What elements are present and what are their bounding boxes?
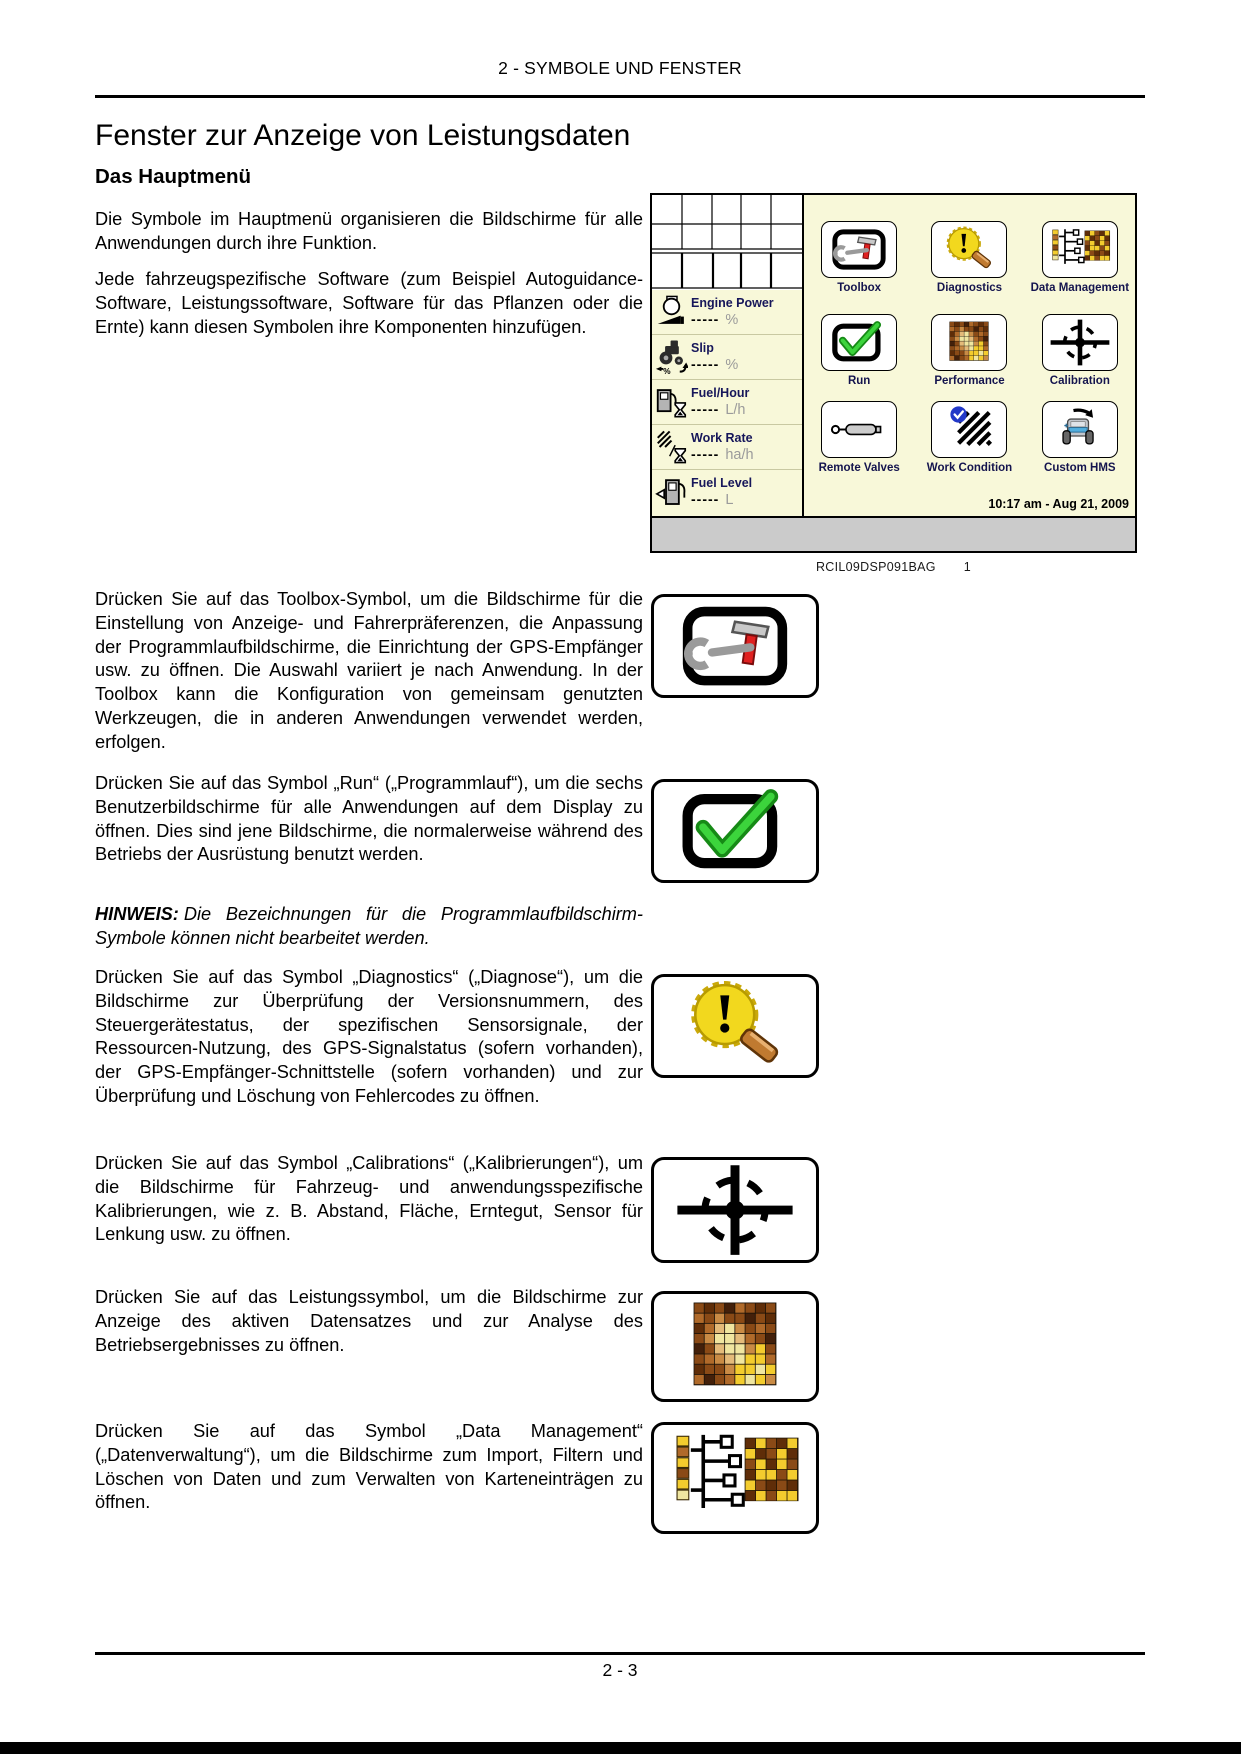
toolbox-icon	[671, 600, 799, 692]
paragraph-run: Drücken Sie auf das Symbol „Run“ („Programmlauf“), um die sechs Benutzerbildschirme für alle Anwendungen auf dem Display zu öffnen. Dies sind jene Bildschirme, die normalerweise während des Betriebs der Ausrüstung benutzt werden.	[95, 773, 643, 865]
note-text: Die Bezeichnungen für die Programmlaufbildschirm-Symbole können nicht bearbeitet werden.	[95, 904, 643, 948]
running-header: 2 - SYMBOLE UND FENSTER	[498, 58, 742, 78]
figure-calibration-icon	[651, 1157, 819, 1263]
main-menu	[804, 195, 1135, 516]
run-icon	[826, 319, 892, 366]
figure-data-management-icon	[651, 1422, 819, 1534]
slip-icon	[655, 338, 688, 376]
figure-performance-icon	[651, 1291, 819, 1402]
figure-toolbox-icon	[651, 594, 819, 698]
paragraph-calibration: Drücken Sie auf das Symbol „Calibrations“ („Kalibrierungen“), um die Bildschirme für Fahrzeug- und anwendungsspezifische Kalibrierungen, wie z. B. Abstand, Fläche, Erntegut, Sensor für Lenkung usw. zu öffnen.	[95, 1153, 643, 1245]
header-rule	[95, 95, 1145, 98]
calibration-icon	[671, 1164, 799, 1256]
data-row-label: Work Rate	[691, 430, 753, 445]
data-row-engine-power	[652, 290, 802, 335]
figure-number: 1	[963, 560, 972, 574]
fuel-hour-icon	[655, 383, 688, 421]
calibration-icon	[1047, 319, 1113, 366]
figure-caption-code: RCIL09DSP091BAG	[815, 560, 936, 574]
paragraph-diagnostics: Drücken Sie auf das Symbol „Diagnostics“ („Diagnose“), um die Bildschirme zur Überprüfung der Versionsnummern, des Steuergerätestatus, der spezifischen Sensorsignale, der Ressourcen-Nutzung, des GPS-Signalstatus (sofern vorhanden), der GPS-Empfänger-Schnittstelle (sofern vorhanden) und zur Überprüfung und Löschung von Fehlercodes zu öffnen.	[95, 967, 643, 1106]
performance-table-grid	[652, 195, 802, 290]
data-row-unit: L	[725, 492, 734, 508]
menu-button-calibration: Calibration	[1042, 314, 1118, 401]
menu-button-custom-hms: Custom HMS	[1042, 401, 1118, 493]
toolbox-icon	[826, 226, 892, 273]
note-label: HINWEIS:	[95, 904, 179, 924]
status-bar	[652, 516, 1135, 551]
menu-button-remote-valves: Remote Valves	[819, 401, 900, 493]
figure-diagnostics-icon	[651, 974, 819, 1078]
menu-button-toolbox: Toolbox	[821, 221, 897, 314]
data-row-slip	[652, 335, 802, 380]
diagnostics-icon	[936, 226, 1002, 273]
performance-icon	[936, 319, 1002, 366]
data-row-value: -----	[691, 355, 720, 372]
engine-power-icon	[655, 293, 688, 331]
remote-valves-icon	[826, 406, 892, 453]
data-row-label: Slip	[691, 340, 714, 355]
data-row-value: -----	[691, 445, 720, 462]
figure-caption	[650, 560, 1137, 574]
work-rate-icon	[655, 428, 688, 466]
section-heading: Das Hauptmenü	[95, 165, 252, 188]
menu-button-work-condition: Work Condition	[927, 401, 1012, 493]
custom-hms-icon	[1047, 406, 1113, 453]
paragraph-intro-1: Die Symbole im Hauptmenü organisieren die Bildschirme für alle Anwendungen durch ihre Funktion.	[95, 209, 643, 253]
menu-button-run: Run	[821, 314, 897, 401]
data-row-unit: %	[725, 356, 739, 373]
paragraph-performance: Drücken Sie auf das Leistungssymbol, um die Bildschirme zur Anzeige des aktiven Datensatzes und zur Analyse des Betriebsergebnisses zu öffnen.	[95, 1287, 643, 1355]
work-condition-icon	[936, 406, 1002, 453]
diagnostics-icon	[671, 980, 799, 1072]
menu-button-data-management: Data Management	[1031, 221, 1129, 314]
data-panel	[652, 290, 802, 516]
data-row-value: -----	[691, 491, 720, 507]
fuel-level-icon	[655, 474, 688, 512]
device-screenshot	[650, 193, 1137, 553]
page-title: Fenster zur Anzeige von Leistungsdaten	[95, 119, 631, 152]
paragraph-data-management: Drücken Sie auf das Symbol „Data Management“ („Datenverwaltung“), um die Bildschirme zum Import, Filtern und Löschen von Daten und zum Verwalten von Karteneinträgen zu öffnen.	[95, 1421, 643, 1513]
figure-run-icon	[651, 779, 819, 883]
data-row-unit: ha/h	[725, 446, 754, 463]
data-row-fuel-level	[652, 470, 802, 515]
data-row-label: Fuel/Hour	[691, 385, 750, 400]
scan-edge-bar	[0, 1742, 1241, 1754]
menu-button-diagnostics: Diagnostics	[931, 221, 1007, 314]
data-row-label: Fuel Level	[691, 476, 753, 490]
clock-date-display: 10:17 am - Aug 21, 2009	[988, 497, 1129, 511]
page-number: 2 - 3	[602, 1660, 638, 1680]
data-row-unit: %	[725, 311, 739, 328]
paragraph-note	[95, 903, 643, 951]
paragraph-toolbox: Drücken Sie auf das Toolbox-Symbol, um die Bildschirme für die Einstellung von Anzeige- und Fahrerpräferenzen, die Anpassung der Programmlaufbildschirme, die Einrichtung der GPS-Empfänger usw. zu öffnen. Die Auswahl variiert je nach Anwendung. In der Toolbox kann die Konfiguration von gemeinsam genutzten Werkzeugen, die in anderen Anwendungen verwendet werden, erfolgen.	[95, 589, 643, 752]
paragraph-intro-2: Jede fahrzeugspezifische Software (zum Beispiel Autoguidance-Software, Leistungssoftware, Software für das Pflanzen oder die Ernte) kann diesen Symbolen ihre Komponenten hinzufügen.	[95, 269, 643, 337]
menu-button-performance: Performance	[931, 314, 1007, 401]
footer-rule	[95, 1652, 1145, 1655]
data-row-label: Engine Power	[691, 295, 774, 310]
performance-icon	[666, 1297, 804, 1396]
run-icon	[671, 785, 799, 877]
data-row-unit: L/h	[725, 401, 746, 418]
data-row-work-rate	[652, 425, 802, 470]
data-management-icon	[1047, 226, 1113, 273]
data-row-value: -----	[691, 310, 720, 327]
data-row-value: -----	[691, 400, 720, 417]
data-management-icon	[666, 1428, 804, 1527]
data-row-fuel-hour	[652, 380, 802, 425]
